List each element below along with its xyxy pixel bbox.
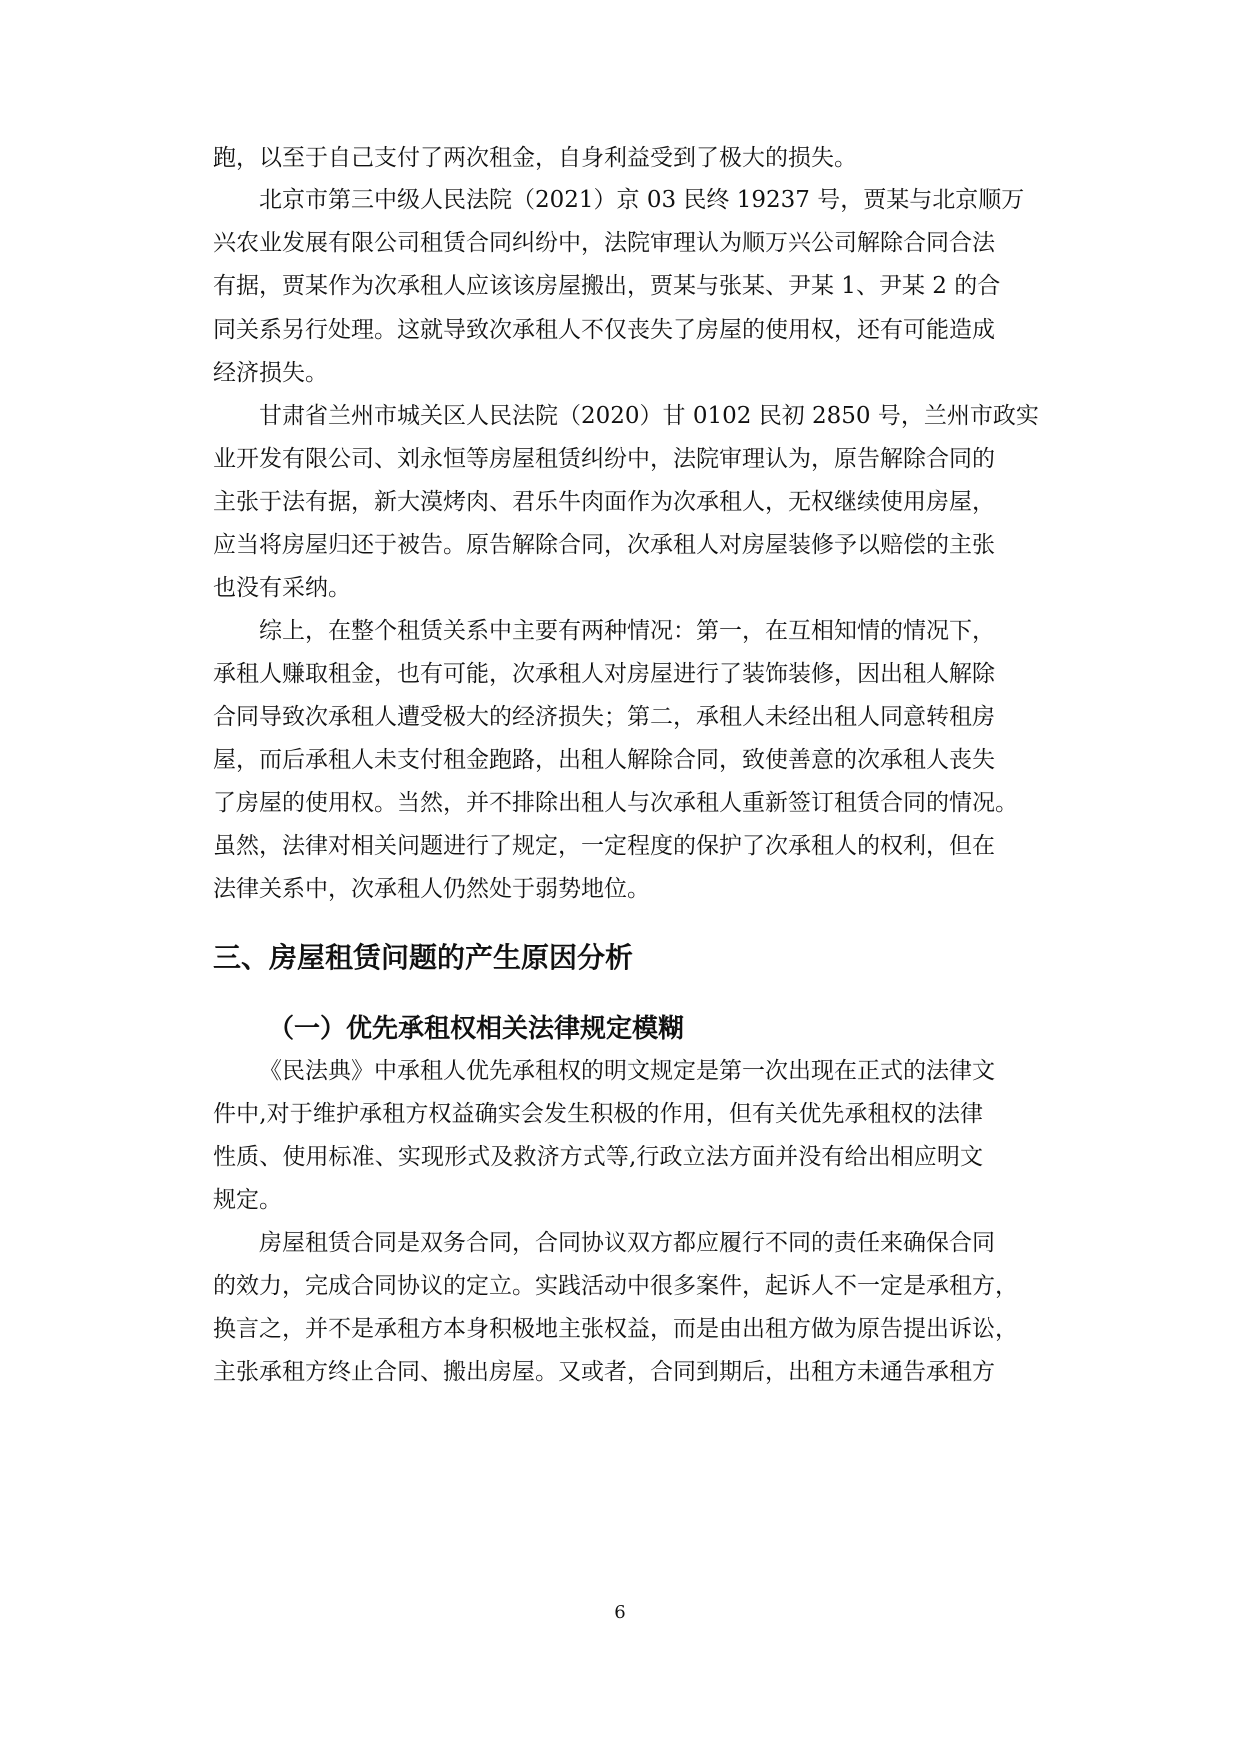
- paragraph-line: 屋，而后承租人未支付租金跑路，出租人解除合同，致使善意的次承租人丧失: [213, 747, 995, 773]
- paragraph-line: 综上，在整个租赁关系中主要有两种情况：第一，在互相知情的情况下，: [259, 618, 995, 644]
- paragraph-line: 法律关系中，次承租人仍然处于弱势地位。: [213, 876, 650, 902]
- paragraph-line: 主张于法有据，新大漠烤肉、君乐牛肉面作为次承租人，无权继续使用房屋，: [213, 489, 995, 515]
- paragraph-line: 北京市第三中级人民法院（2021）京 03 民终 19237 号，贾某与北京顺万: [259, 187, 1025, 213]
- paragraph-line: 兴农业发展有限公司租赁合同纠纷中，法院审理认为顺万兴公司解除合同合法: [213, 230, 995, 256]
- paragraph-line: 换言之，并不是承租方本身积极地主张权益，而是由出租方做为原告提出诉讼，: [213, 1316, 1018, 1342]
- paragraph-line: 承租人赚取租金，也有可能，次承租人对房屋进行了装饰装修，因出租人解除: [213, 661, 995, 687]
- paragraph-line: 有据，贾某作为次承租人应该该房屋搬出，贾某与张某、尹某 1、尹某 2 的合: [213, 273, 1001, 299]
- paragraph-line: 了房屋的使用权。当然，并不排除出租人与次承租人重新签订租赁合同的情况。: [213, 790, 1018, 816]
- subsection-heading: （一）优先承租权相关法律规定模糊: [268, 1014, 685, 1044]
- paragraph-line: 经济损失。: [213, 360, 328, 386]
- paragraph-line: 《民法典》中承租人优先承租权的明文规定是第一次出现在正式的法律文: [259, 1058, 995, 1084]
- page-number: 6: [614, 1602, 626, 1623]
- paragraph-line: 件中,对于维护承租方权益确实会发生积极的作用，但有关优先承租权的法律: [213, 1101, 983, 1127]
- paragraph-line: 的效力，完成合同协议的定立。实践活动中很多案件，起诉人不一定是承租方，: [213, 1273, 1018, 1299]
- paragraph-line: 业开发有限公司、刘永恒等房屋租赁纠纷中，法院审理认为，原告解除合同的: [213, 446, 995, 472]
- paragraph-line: 同关系另行处理。这就导致次承租人不仅丧失了房屋的使用权，还有可能造成: [213, 317, 995, 343]
- paragraph-line: 应当将房屋归还于被告。原告解除合同，次承租人对房屋装修予以赔偿的主张: [213, 532, 995, 558]
- paragraph-line: 甘肃省兰州市城关区人民法院（2020）甘 0102 民初 2850 号，兰州市政实: [259, 403, 1039, 429]
- paragraph-line: 性质、使用标准、实现形式及救济方式等,行政立法方面并没有给出相应明文: [213, 1144, 983, 1170]
- paragraph-line: 主张承租方终止合同、搬出房屋。又或者，合同到期后，出租方未通告承租方: [213, 1359, 995, 1385]
- paragraph-line: 规定。: [213, 1187, 282, 1213]
- paragraph-line: 合同导致次承租人遭受极大的经济损失；第二，承租人未经出租人同意转租房: [213, 704, 995, 730]
- paragraph-line: 也没有采纳。: [213, 575, 351, 601]
- paragraph-line: 跑，以至于自己支付了两次租金，自身利益受到了极大的损失。: [213, 145, 857, 171]
- paragraph-line: 虽然，法律对相关问题进行了规定，一定程度的保护了次承租人的权利，但在: [213, 833, 995, 859]
- section-heading: 三、房屋租赁问题的产生原因分析: [213, 941, 634, 974]
- paragraph-line: 房屋租赁合同是双务合同，合同协议双方都应履行不同的责任来确保合同: [259, 1230, 995, 1256]
